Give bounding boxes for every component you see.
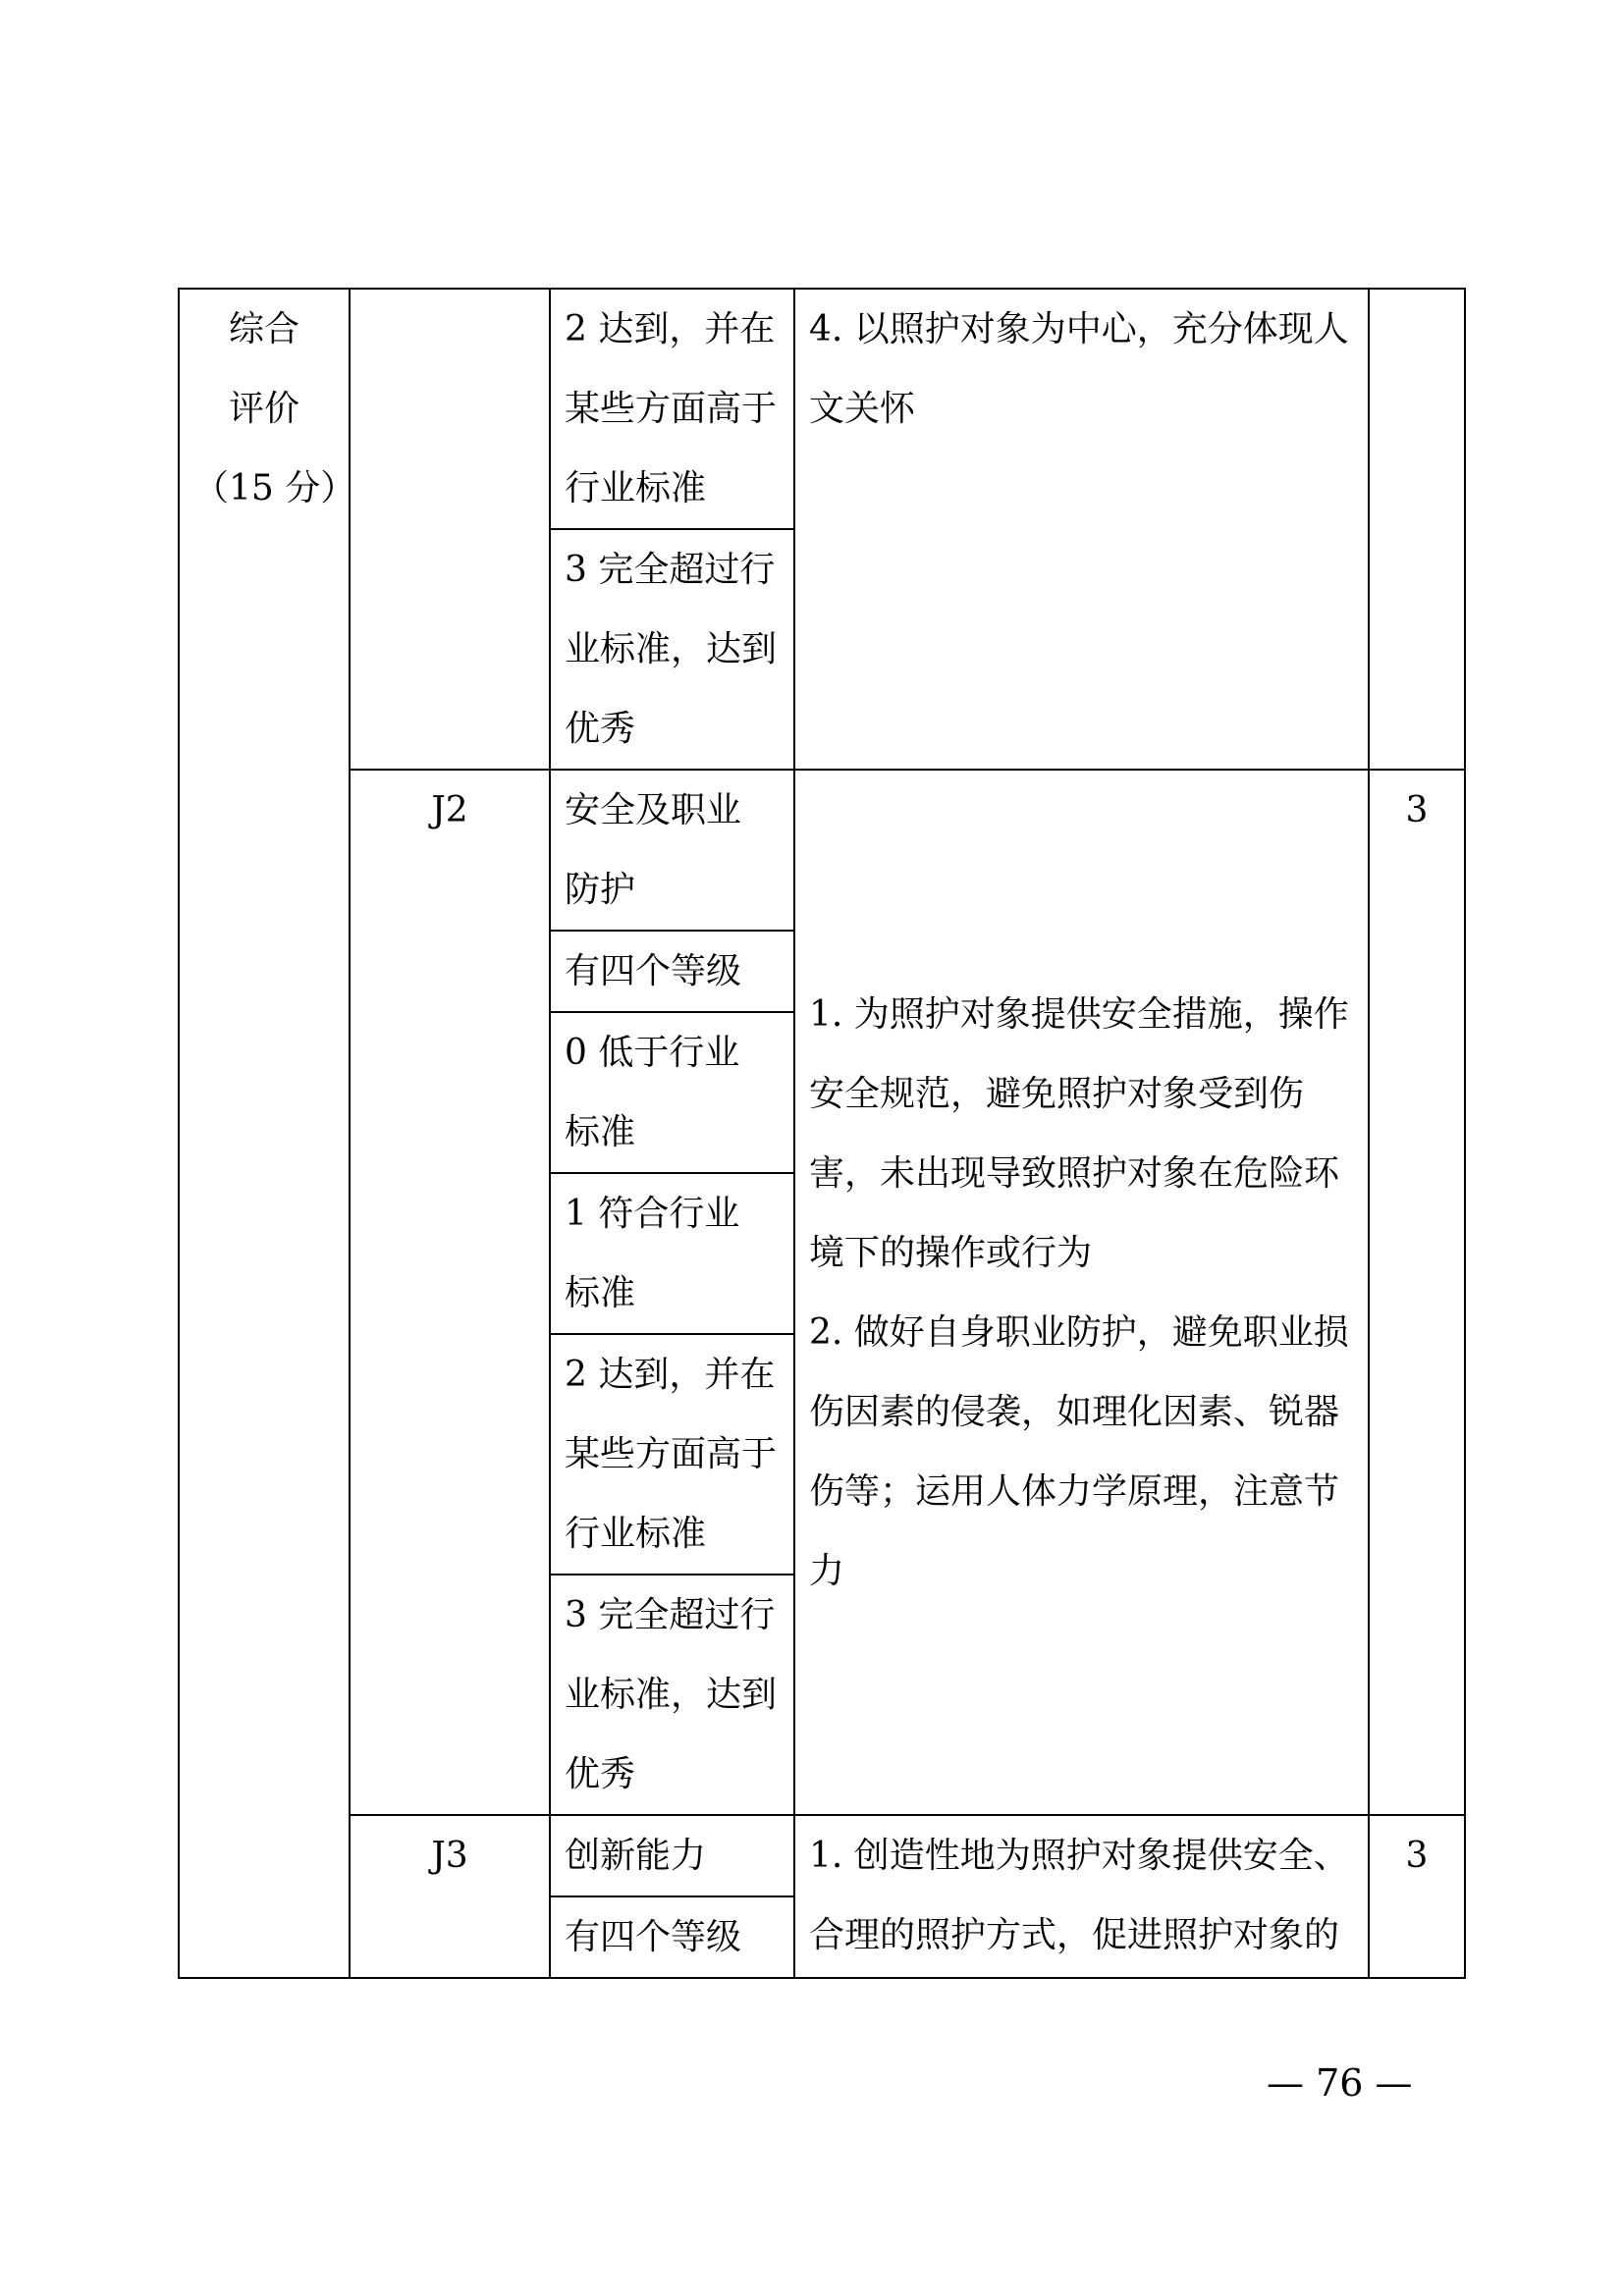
level-cell — [550, 289, 794, 529]
level-text: 标准 — [565, 1112, 636, 1152]
level-text: 1 符合行业 — [565, 1194, 740, 1234]
item-cell-j2: J2 — [350, 770, 550, 1815]
level-text: 0 低于行业 — [565, 1033, 740, 1073]
level-cell — [550, 1896, 794, 1978]
level-text: 2 达到，并在 — [565, 1355, 776, 1395]
description-line: 力 — [809, 1550, 845, 1591]
level-cell — [550, 770, 794, 931]
level-text: 优秀 — [565, 709, 636, 749]
level-text: 行业标准 — [565, 468, 707, 508]
level-text: 3 完全超过行 — [565, 550, 776, 590]
description-cell — [794, 1815, 1369, 1978]
level-text: 行业标准 — [565, 1514, 707, 1554]
category-line: （15 分） — [193, 468, 356, 508]
description-line: 伤等；运用人体力学原理，注意节 — [809, 1470, 1340, 1512]
level-cell — [550, 1173, 794, 1334]
description-line: 文关怀 — [809, 389, 916, 429]
level-text: 某些方面高于 — [565, 389, 778, 429]
level-text: 有四个等级 — [565, 951, 742, 991]
level-cell — [550, 529, 794, 770]
table-row — [179, 289, 1465, 529]
description-line: 2. 做好自身职业防护，避免职业损 — [809, 1311, 1349, 1353]
description-line: 安全规范，避免照护对象受到伤 — [809, 1073, 1305, 1114]
table-row — [179, 770, 1465, 931]
score-cell: 3 — [1369, 1815, 1465, 1978]
table-row — [179, 1815, 1465, 1896]
level-text: 2 达到，并在 — [565, 309, 776, 349]
level-cell — [550, 1815, 794, 1896]
level-cell — [550, 1334, 794, 1575]
level-cell — [550, 931, 794, 1012]
level-text: 业标准，达到 — [565, 1675, 778, 1715]
page-number: — 76 — — [1267, 2061, 1413, 2105]
description-line: 伤因素的侵袭，如理化因素、锐器 — [809, 1391, 1340, 1432]
level-text: 有四个等级 — [565, 1917, 742, 1957]
description-line: 1. 创造性地为照护对象提供安全、 — [809, 1836, 1349, 1876]
description-cell — [794, 289, 1369, 770]
level-text: 业标准，达到 — [565, 629, 778, 669]
description-cell — [794, 770, 1369, 1815]
level-text: 安全及职业 — [565, 790, 742, 830]
score-cell — [1369, 289, 1465, 770]
item-cell-j1 — [350, 289, 550, 770]
level-text: 某些方面高于 — [565, 1434, 778, 1474]
description-line: 害，未出现导致照护对象在危险环 — [809, 1152, 1340, 1194]
score-cell: 3 — [1369, 770, 1465, 1815]
level-text: 优秀 — [565, 1754, 636, 1794]
level-text: 创新能力 — [565, 1836, 707, 1876]
description-line: 合理的照护方式，促进照护对象的 — [809, 1915, 1340, 1955]
level-text: 标准 — [565, 1273, 636, 1313]
description-line: 4. 以照护对象为中心，充分体现人 — [809, 309, 1349, 349]
description-line: 1. 为照护对象提供安全措施，操作 — [809, 993, 1349, 1035]
category-line: 评价 — [228, 389, 299, 429]
level-text: 3 完全超过行 — [565, 1595, 776, 1635]
category-line: 综合 — [228, 309, 299, 349]
scoring-table — [178, 288, 1466, 1979]
item-cell-j3: J3 — [350, 1815, 550, 1978]
level-cell — [550, 1575, 794, 1815]
level-text: 防护 — [565, 870, 636, 910]
category-cell — [179, 289, 356, 1978]
description-line: 境下的操作或行为 — [809, 1232, 1093, 1273]
level-cell — [550, 1012, 794, 1173]
